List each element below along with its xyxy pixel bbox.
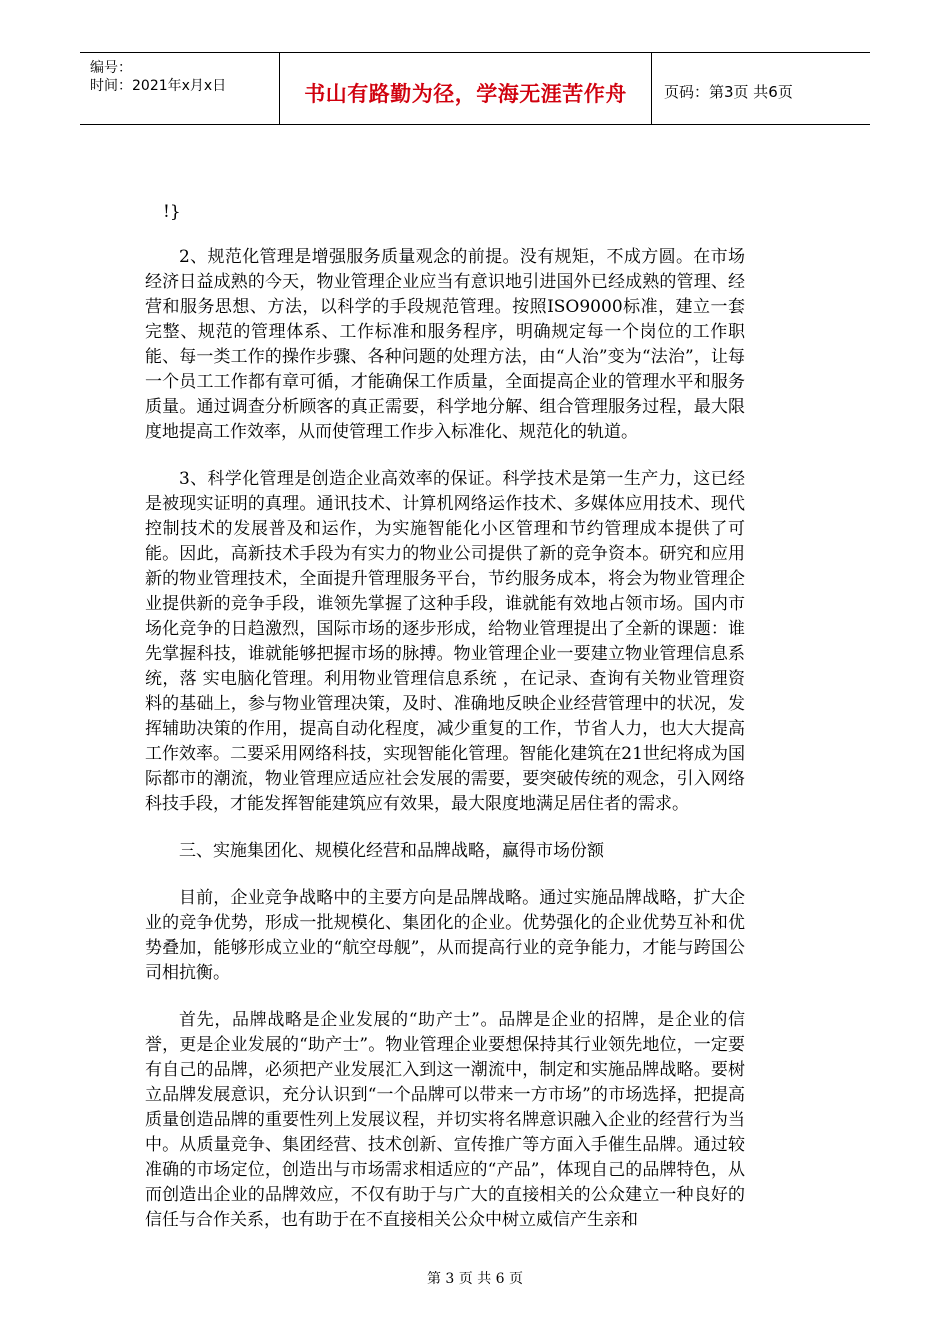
- section-heading-brand-strategy: 三、实施集团化、规模化经营和品牌战略，赢得市场份额: [179, 841, 604, 861]
- paragraph-scientific-management: 3、科学化管理是创造企业高效率的保证。科学技术是第一生产力，这已经是被现实证明的真理。通讯技术、计算机网络运作技术、多媒体应用技术、现代控制技术的发展普及和运作，为实施智能化小区管理和节约管理成本提供了可能。因此，高新技术手段为有实力的物业公司提供了新的竞争资本。研究和应用新的物业管理技术，全面提升管理服务平台，节约服务成本，将会为物业管理企业提供新的竞争手段，谁领先掌握了这种手段，谁就能有效地占领市场。国内市场化竞争的日趋激烈，国际市场的逐步形成，给物业管理提出了全新的课题：谁先掌握科技，谁就能够把握市场的脉搏。物业管理企业一要建立物业管理信息系统，落 实电脑化管理。利用物业管理信息系统 ，在记录、查询有关物业管理资料的基础上，参与物业管理决策，及时、准确地反映企业经营管理中的状况，发挥辅助决策的作用，提高自动化程度，减少重复的工作，节省人力，也大大提高工作效率。二要采用网络科技，实现智能化管理。智能化建筑在21世纪将成为国际都市的潮流，物业管理应适应社会发展的需要，要突破传统的观念，引入网络科技手段，才能发挥智能建筑应有效果，最大限度地满足居住者的需求。: [145, 469, 745, 814]
- text-fragment: !}: [163, 202, 181, 222]
- paragraph-brand-midwife: 首先，品牌战略是企业发展的“助产士”。品牌是企业的招牌，是企业的信誉，更是企业发展的“助产士”。物业管理企业要想保持其行业领先地位，一定要有自己的品牌，必须把产业发展汇入到这一潮流中，制定和实施品牌战略。要树立品牌发展意识，充分认识到“一个品牌可以带来一方市场”的市场选择，把提高质量创造品牌的重要性列上发展议程，并切实将名牌意识融入企业的经营行为当中。从质量竞争、集团经营、技术创新、宣传推广等方面入手催生品牌。通过较准确的市场定位，创造出与市场需求相适应的“产品”，体现自己的品牌特色，从而创造出企业的品牌效应，不仅有助于与广大的直接相关的公众建立一种良好的信任与合作关系，也有助于在不直接相关公众中树立威信产生亲和: [145, 1010, 745, 1230]
- paragraph-brand-strategy-intro: 目前，企业竞争战略中的主要方向是品牌战略。通过实施品牌战略，扩大企业的竞争优势，形成一批规模化、集团化的企业。优势强化的企业优势互补和优势叠加，能够形成立业的“航空母舰”，从而提高行业的竞争能力，才能与跨国公司相抗衡。: [145, 888, 745, 983]
- page-header: [80, 52, 870, 125]
- document-body: [145, 200, 745, 1255]
- document-number-label: 编号：: [90, 60, 132, 76]
- header-motto: 书山有路勤为径，学海无涯苦作舟: [280, 53, 652, 124]
- header-page-code: 页码：第3页 共6页: [664, 83, 793, 101]
- paragraph-standardized-management: 2、规范化管理是增强服务质量观念的前提。没有规矩，不成方圆。在市场经济日益成熟的今天，物业管理企业应当有意识地引进国外已经成熟的管理、经营和服务思想、方法，以科学的手段规范管理。按照ISO9000标准，建立一套完整、规范的管理体系、工作标准和服务程序，明确规定每一个岗位的工作职能、每一类工作的操作步骤、各种问题的处理方法，由“人治”变为“法治”，让每一个员工工作都有章可循，才能确保工作质量，全面提高企业的管理水平和服务质量。通过调查分析顾客的真正需要，科学地分解、组合管理服务过程，最大限度地提高工作效率，从而使管理工作步入标准化、规范化的轨道。: [145, 247, 745, 442]
- document-time: 时间：2021年x月x日: [90, 78, 227, 94]
- page-footer-number: 第 3 页 共 6 页: [426, 1271, 524, 1287]
- header-meta: [80, 53, 280, 124]
